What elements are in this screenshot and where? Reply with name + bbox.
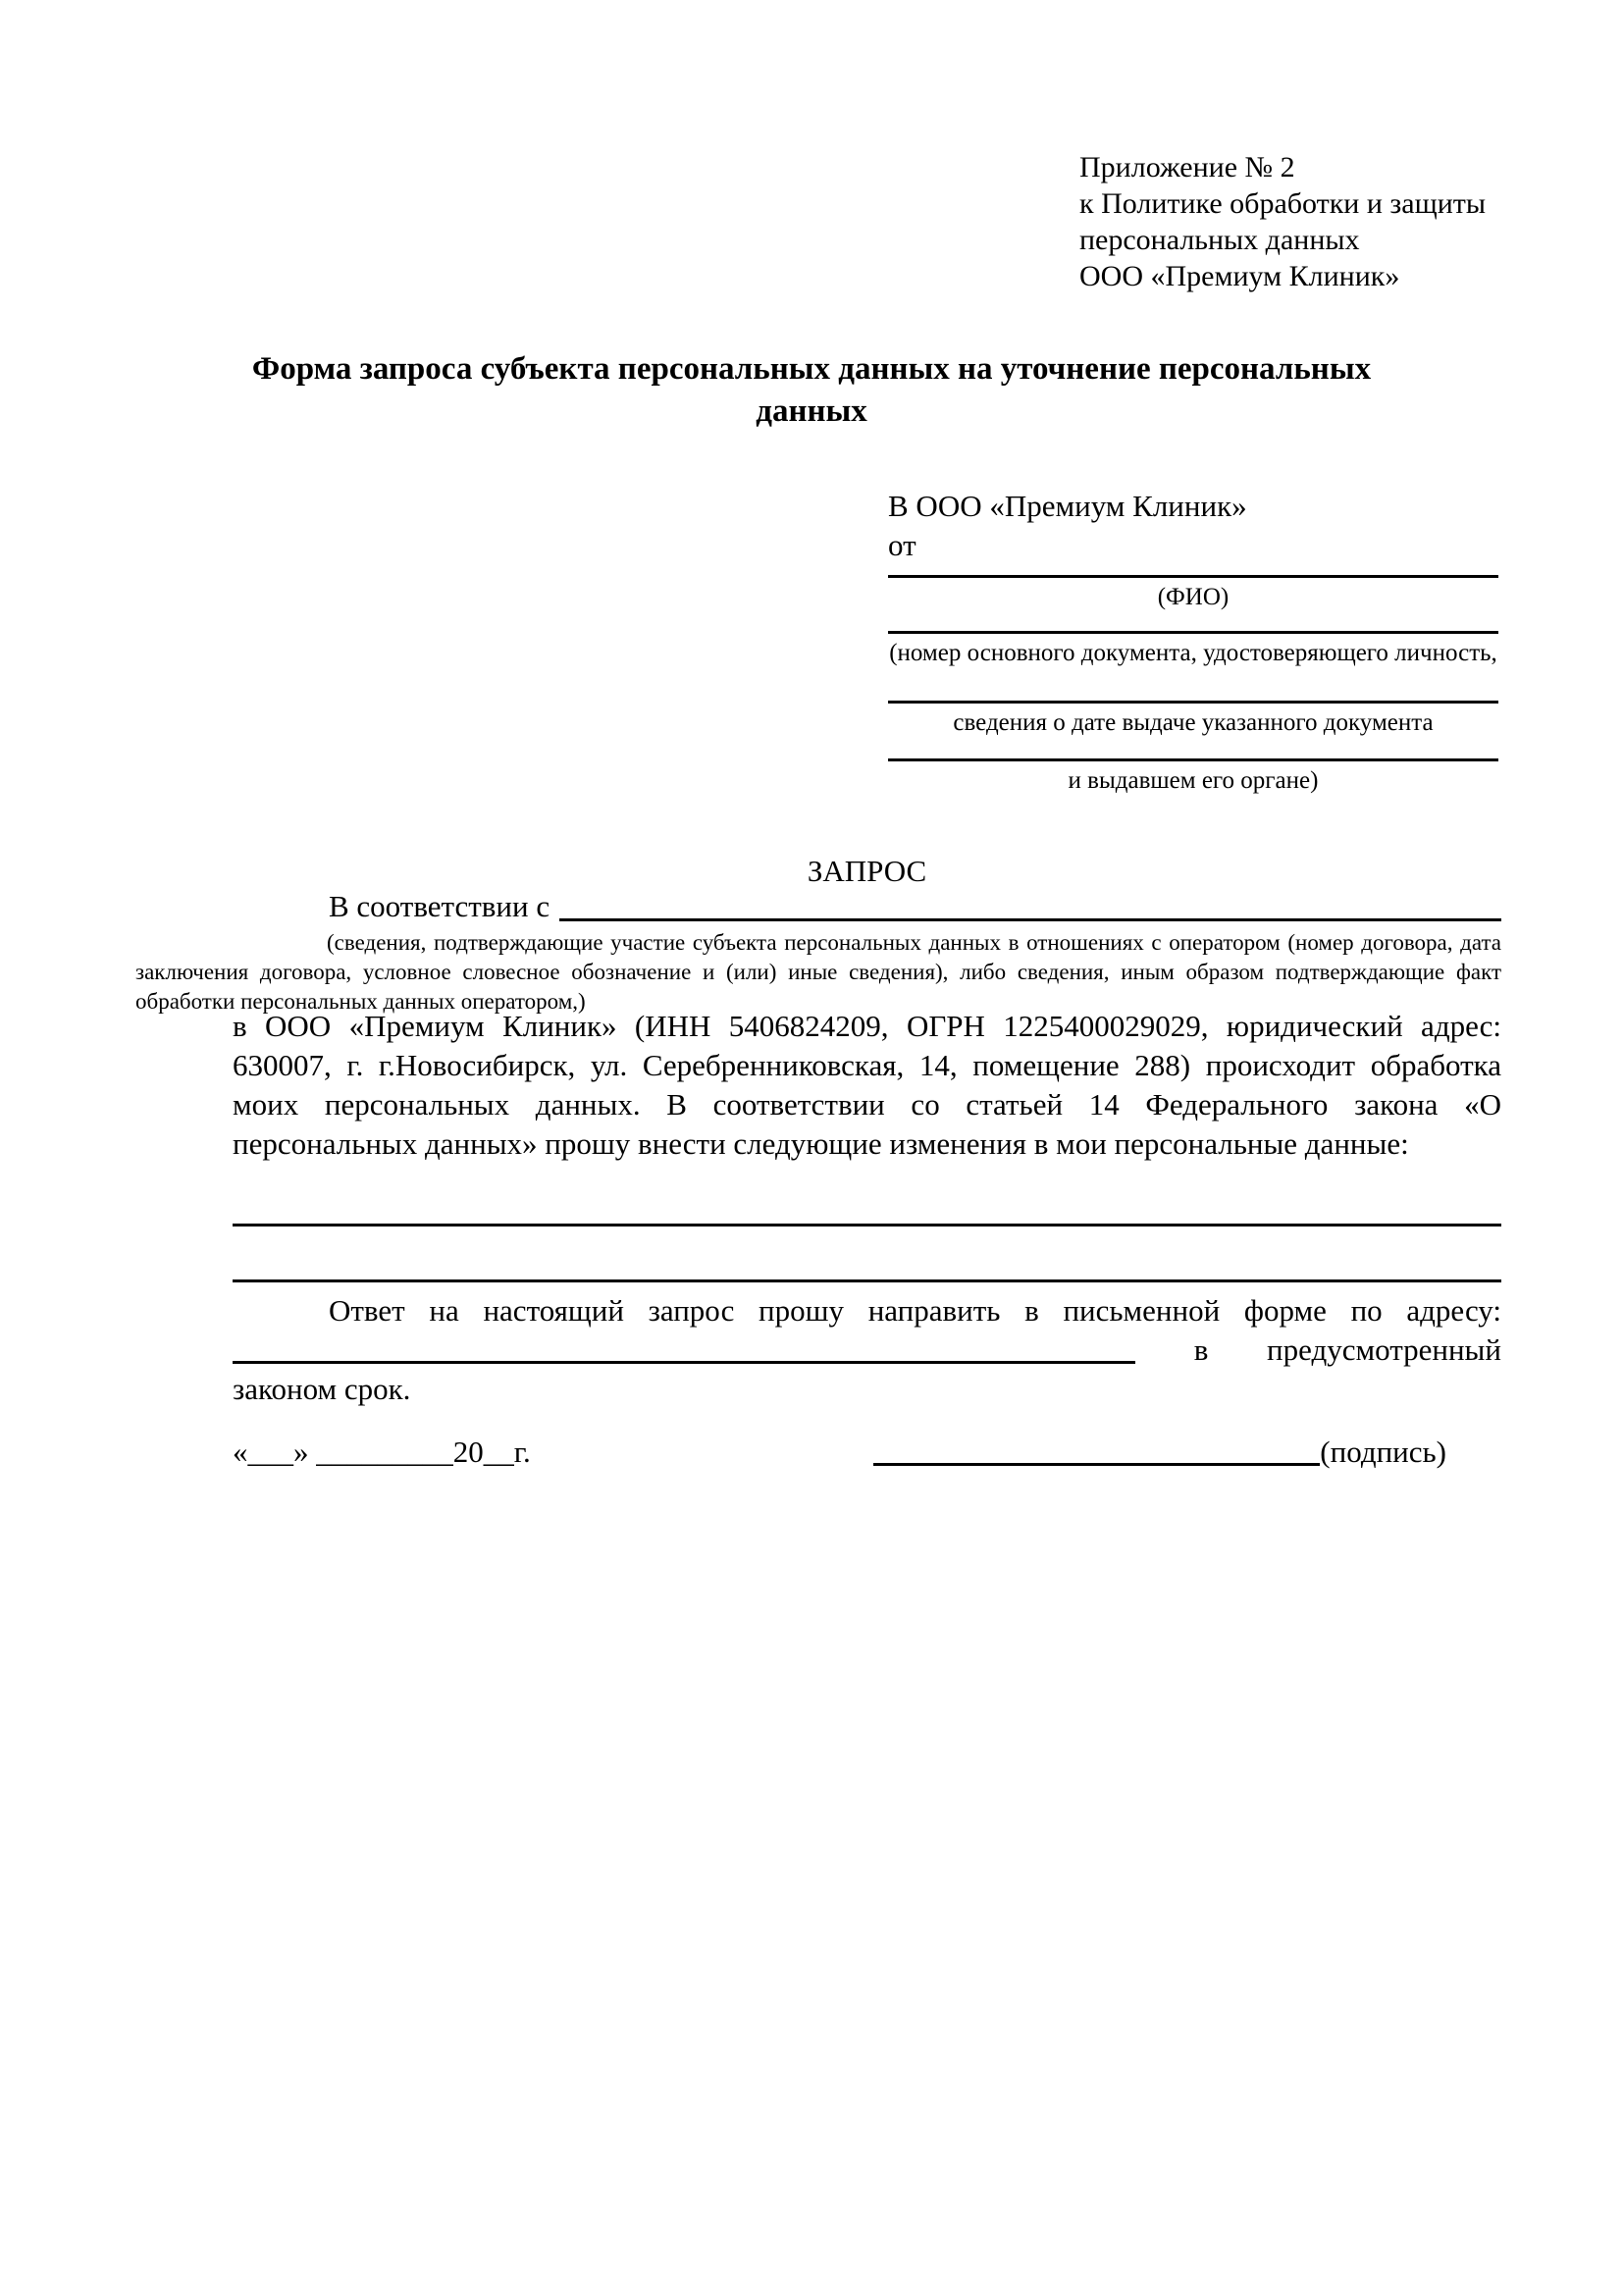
reply-line-3: законом срок.: [233, 1372, 411, 1406]
body-paragraph: в ООО «Премиум Клиник» (ИНН 5406824209, ОГРН 1225400029029, юридический адрес: 630007, г. г.Новосибирск, ул. Серебренниковская, 14, помещение 288) происходит обработка моих персональных данных. В соответствии со статьей 14 Федерального закона «О персональных данных» прошу внести следующие изменения в мои персональные данные:: [233, 1009, 1501, 1161]
fio-label: (ФИО): [1157, 584, 1230, 610]
header-line: ООО «Премиум Клиник»: [1079, 260, 1400, 292]
date-line: «___» _________20__г.: [233, 1435, 531, 1469]
doc-number-label: (номер основного документа, удостоверяющего личность,: [889, 640, 1497, 666]
addressee-block: [888, 487, 1498, 796]
address-fill-line: [233, 1361, 1135, 1364]
document-title-text: Форма запроса субъекта персональных данных на уточнение персональных данных: [251, 351, 1372, 429]
issue-org-label: и выдавшем его органе): [1068, 767, 1319, 794]
header-line: персональных данных: [1079, 224, 1360, 256]
addressee-from: от: [888, 528, 916, 562]
issue-date-label: сведения о дате выдаче указанного документа: [953, 709, 1434, 736]
doc-number-fill-line: [888, 612, 1498, 634]
fio-fill-line: [888, 565, 1498, 578]
signature-fill-line: [873, 1463, 1320, 1466]
intro-text: В соответствии с: [329, 889, 550, 923]
document-title: [0, 348, 1623, 433]
addressee-to: В ООО «Премиум Клиник»: [888, 489, 1247, 523]
issue-date-fill-line: [888, 668, 1498, 704]
reply-line-2: [233, 1331, 1501, 1370]
changes-fill-line-2: [233, 1279, 1501, 1282]
changes-fill-line-1: [233, 1224, 1501, 1226]
reply-inline-word-2: предусмотренный: [1267, 1332, 1501, 1367]
signature-row: [233, 1433, 1446, 1472]
footnote-text: (сведения, подтверждающие участие субъекта персональных данных в отношениях с оператором (номер договора, дата заключения договора, условное словесное обозначение и (или) иные сведения), либо сведения, иным образом подтверждающие факт обработки персональных данных оператором,): [135, 930, 1501, 1014]
signature-area: [873, 1433, 1446, 1472]
intro-line: [233, 887, 1501, 926]
header-line: Приложение № 2: [1079, 151, 1295, 183]
signature-label: (подпись): [1320, 1435, 1446, 1469]
reply-line-1: Ответ на настоящий запрос прошу направить в письменной форме по адресу:: [329, 1293, 1501, 1328]
intro-fill-line: [559, 918, 1501, 921]
reply-inline-word-1: в: [1193, 1332, 1209, 1367]
issue-org-fill-line: [888, 738, 1498, 761]
header-line: к Политике обработки и защиты: [1079, 187, 1487, 220]
appendix-header: [1079, 149, 1541, 294]
request-heading: ЗАПРОС: [807, 854, 927, 888]
reply-paragraph: [233, 1291, 1501, 1409]
